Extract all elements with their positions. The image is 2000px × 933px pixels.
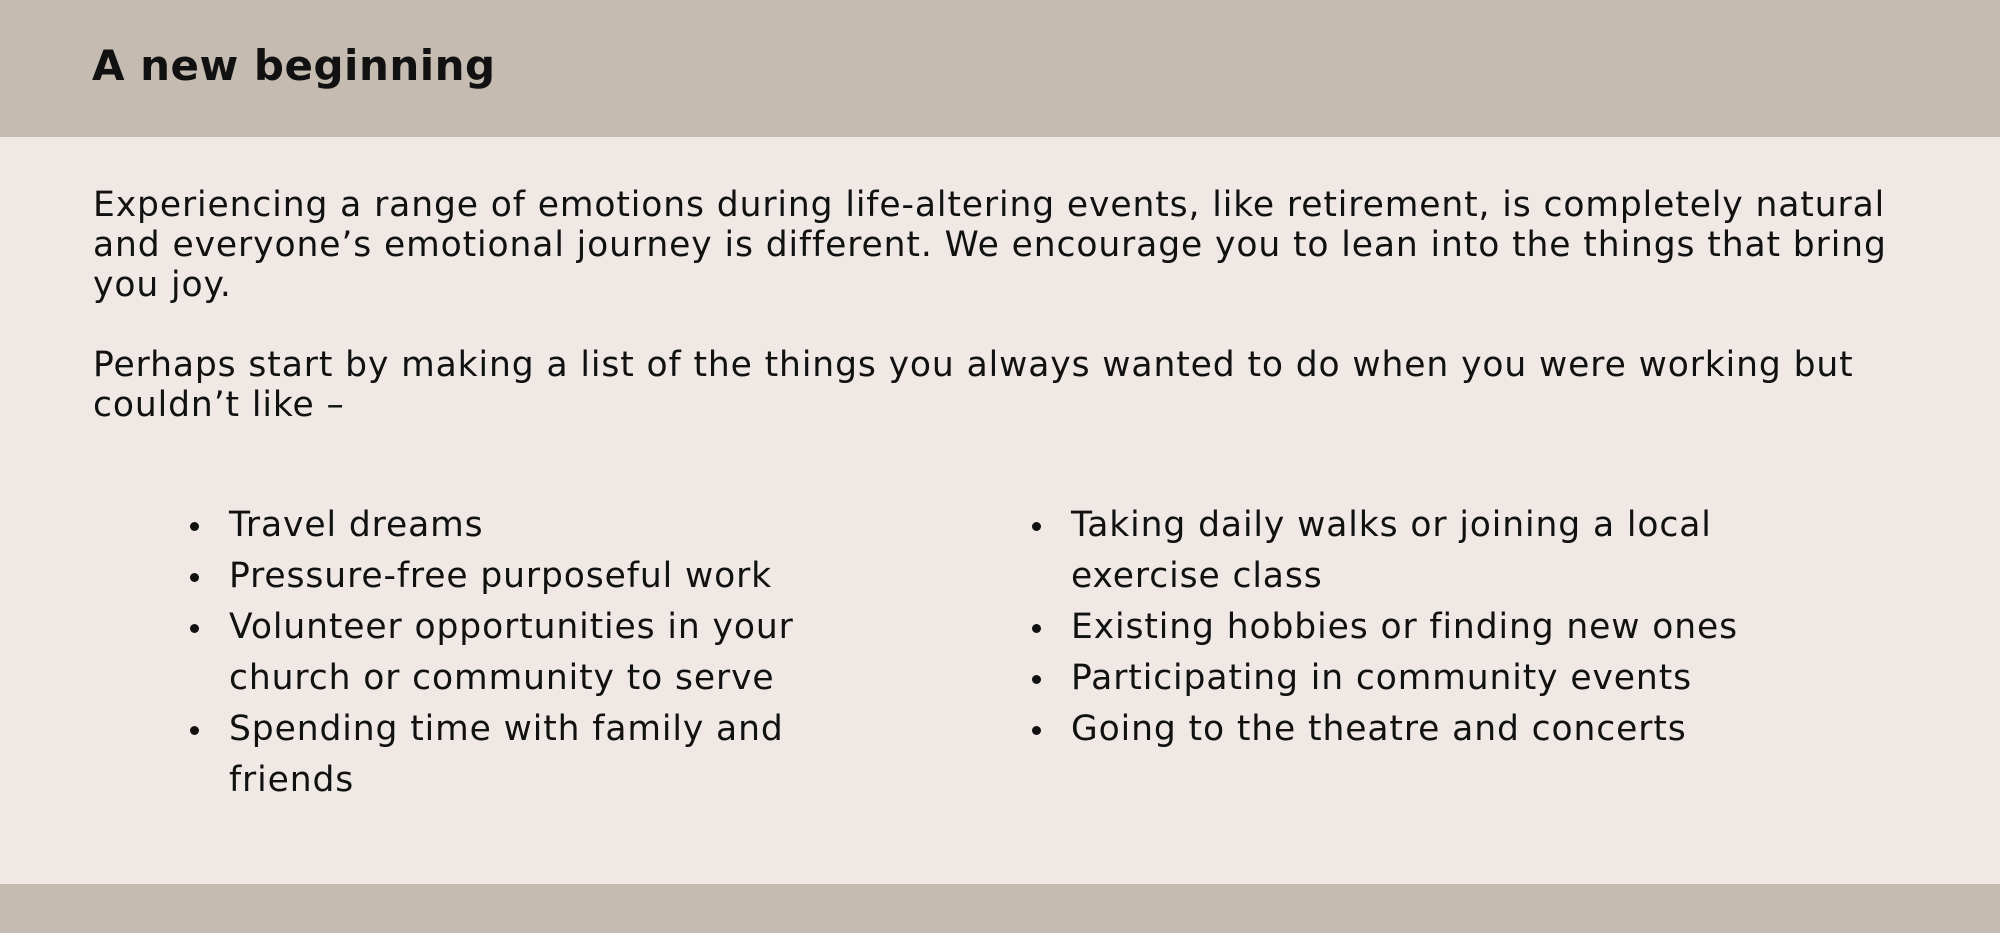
list-item: Existing hobbies or finding new ones	[1071, 602, 1861, 653]
list-item: Taking daily walks or joining a local exercise class	[1071, 500, 1861, 602]
list-intro-paragraph: Perhaps start by making a list of the things you always wanted to do when you were working but couldn’t like –	[93, 345, 1854, 425]
footer-band	[0, 884, 2000, 933]
left-bullet-list	[229, 500, 869, 806]
list-item: Going to the theatre and concerts	[1071, 704, 1861, 755]
list-item: Travel dreams	[229, 500, 869, 551]
list-item: Spending time with family and friends	[229, 704, 869, 806]
intro-paragraph: Experiencing a range of emotions during life-altering events, like retirement, is completely natural and everyone’s emotional journey is different. We encourage you to lean into the things that bring you joy.	[93, 185, 1887, 305]
list-item: Participating in community events	[1071, 653, 1861, 704]
right-bullet-list	[1071, 500, 1861, 755]
page-title: A new beginning	[92, 41, 496, 90]
header-band	[0, 0, 2000, 137]
list-item: Volunteer opportunities in your church or community to serve	[229, 602, 869, 704]
list-item: Pressure-free purposeful work	[229, 551, 869, 602]
content-area	[0, 137, 2000, 884]
